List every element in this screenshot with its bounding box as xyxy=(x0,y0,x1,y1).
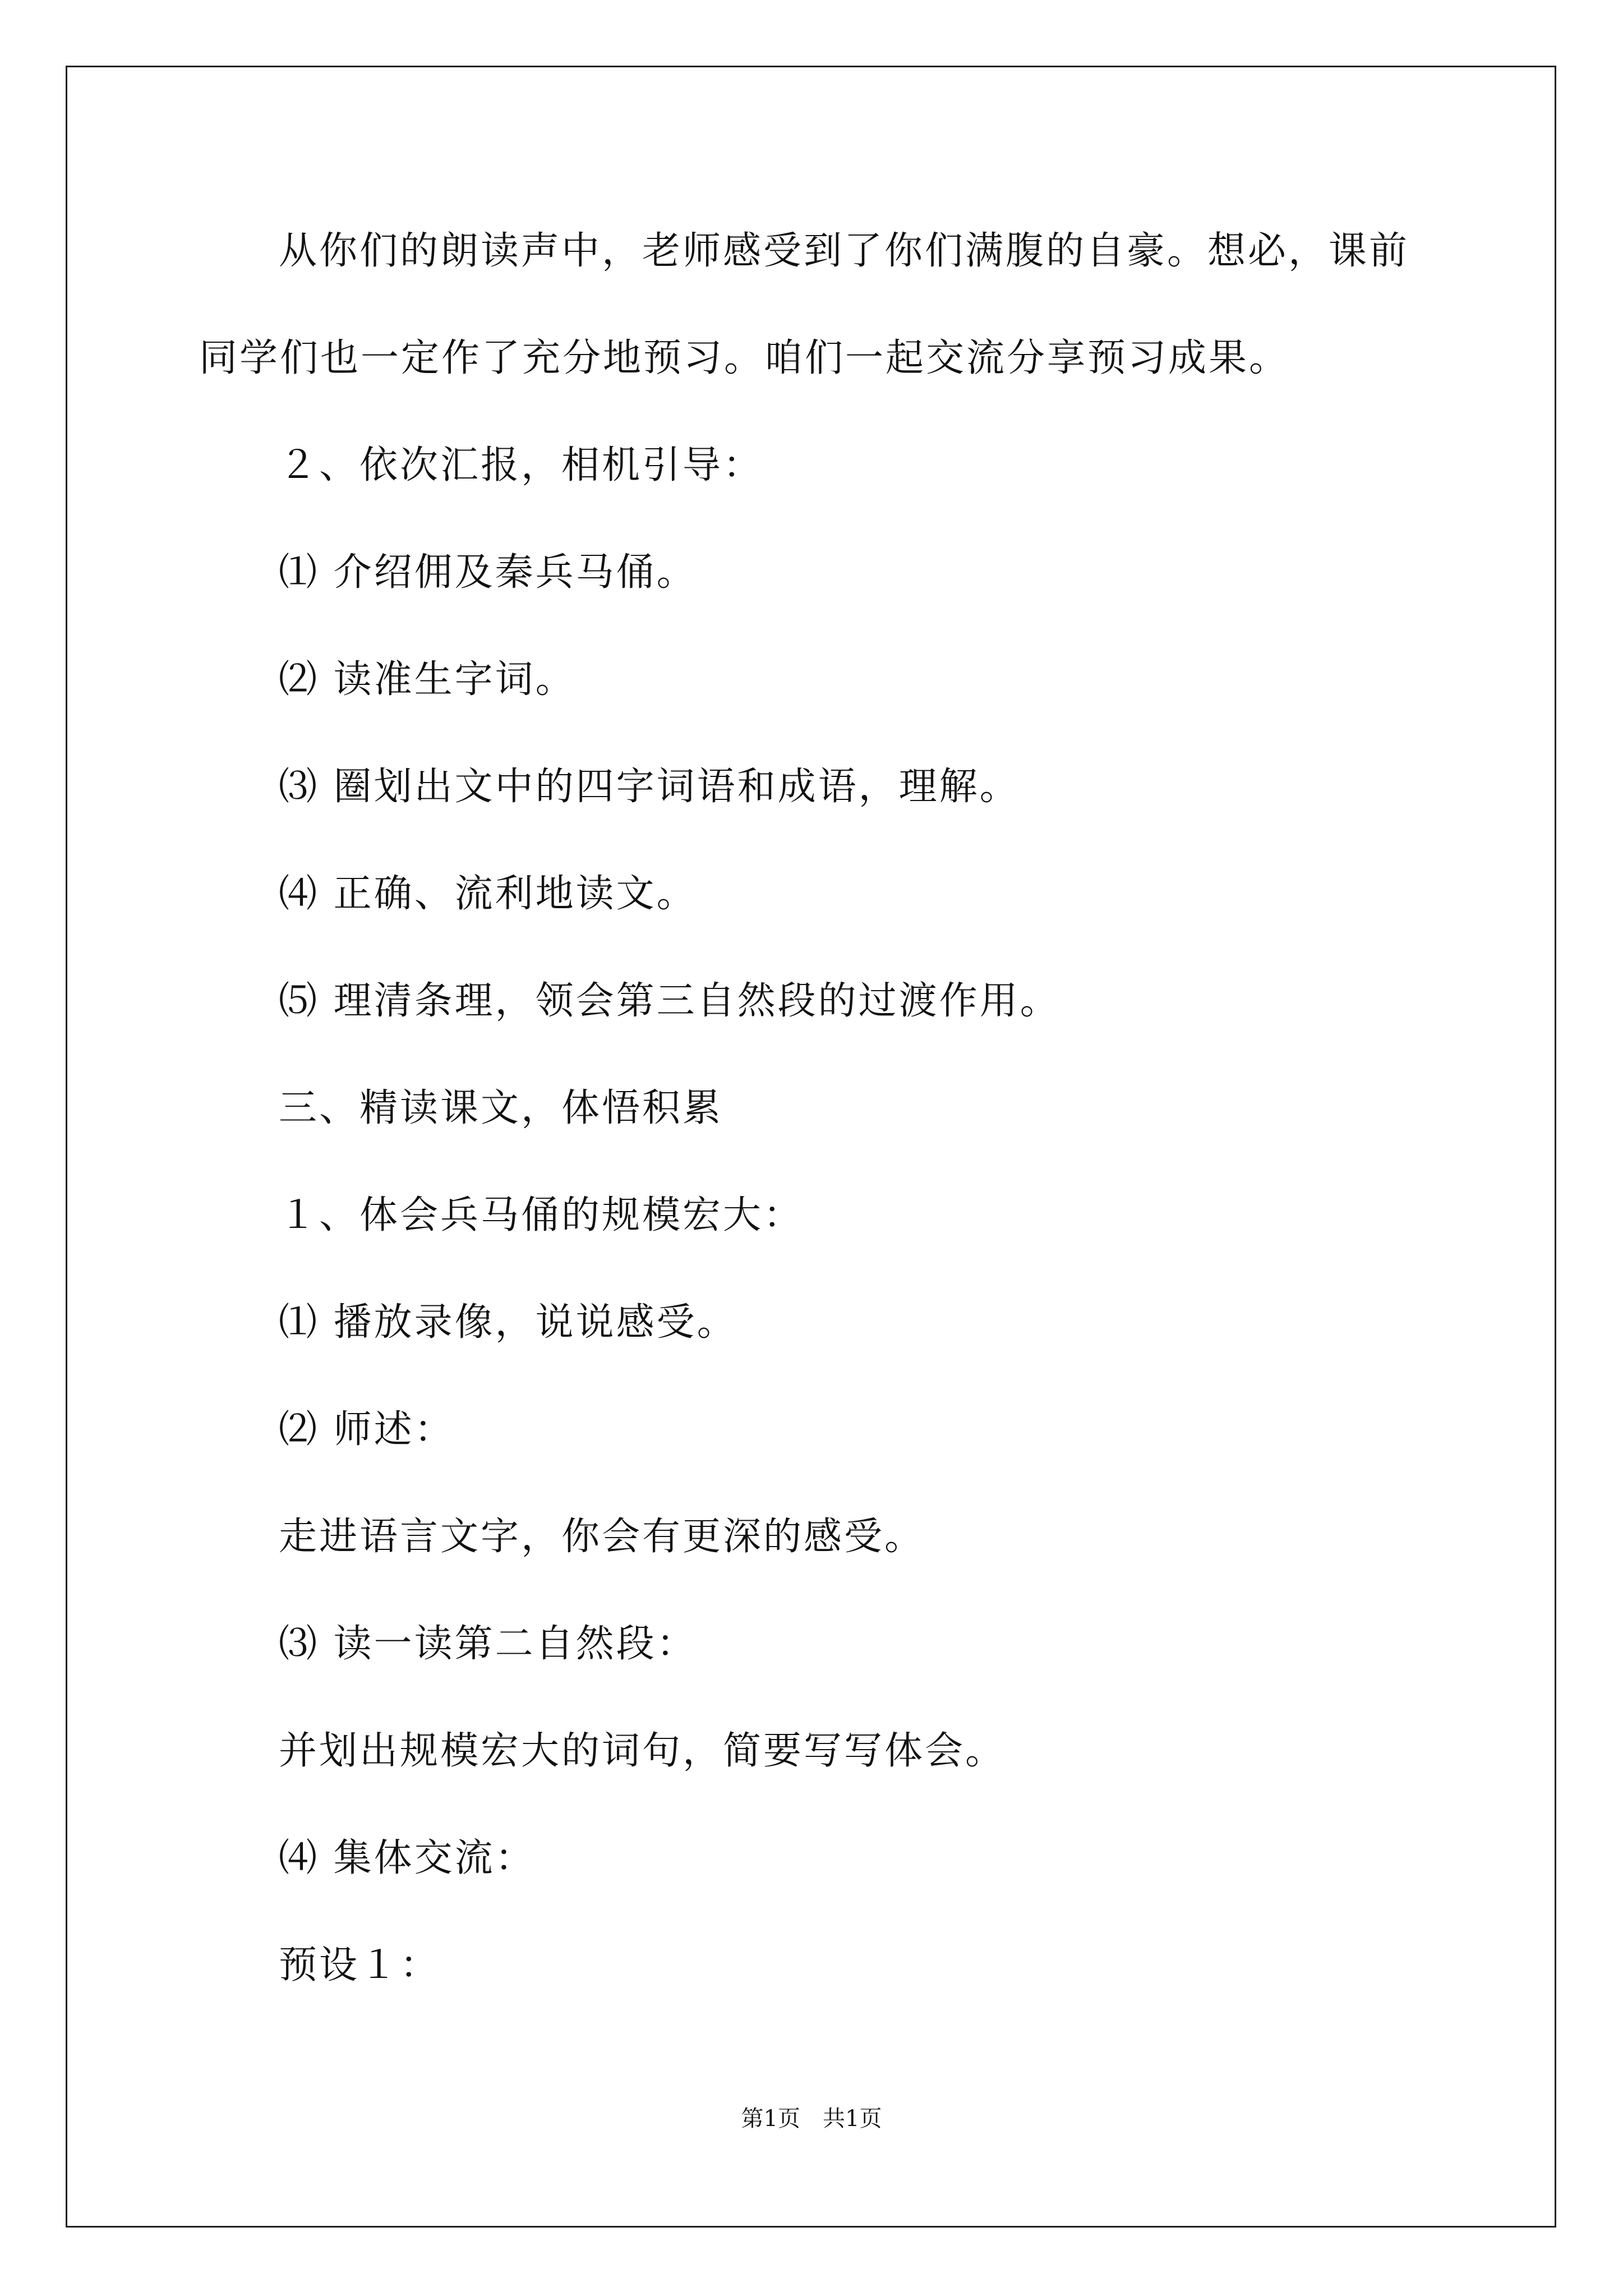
subsection-item-4: ⑷ 集体交流： xyxy=(279,1836,536,1880)
list-item-4: ⑷ 正确、流利地读文。 xyxy=(279,872,697,916)
section-heading-3: 三、精读课文，体悟积累 xyxy=(279,1086,723,1130)
page-border xyxy=(66,66,1556,2228)
list-item-5: ⑸ 理清条理，领会第三自然段的过渡作用。 xyxy=(279,979,1061,1023)
list-item-2: ⑵ 读准生字词。 xyxy=(279,657,576,702)
paragraph-line-1: 从你们的朗读声中，老师感受到了你们满腹的自豪。想必，课前 xyxy=(279,229,1410,273)
preset-label: 预设１： xyxy=(279,1943,441,1987)
subsection-item-2: ⑵ 师述： xyxy=(279,1407,455,1452)
paragraph-line-2: 同学们也一定作了充分地预习。咱们一起交流分享预习成果。 xyxy=(199,336,1290,380)
subsection-heading-1: １、体会兵马俑的规模宏大： xyxy=(279,1193,804,1237)
subsection-item-1: ⑴ 播放录像，说说感受。 xyxy=(279,1300,737,1345)
list-heading-2: ２、依次汇报，相机引导： xyxy=(279,443,764,487)
subsection-item-3: ⑶ 读一读第二自然段： xyxy=(279,1622,697,1666)
page-footer: 第1页 共1页 xyxy=(741,2106,882,2132)
list-item-3: ⑶ 圈划出文中的四字词语和成语，理解。 xyxy=(279,765,1020,809)
list-item-1: ⑴ 介绍佣及秦兵马俑。 xyxy=(279,550,697,595)
paragraph-line-4: 并划出规模宏大的词句，简要写写体会。 xyxy=(279,1729,1006,1773)
paragraph-line-3: 走进语言文字，你会有更深的感受。 xyxy=(279,1515,925,1559)
